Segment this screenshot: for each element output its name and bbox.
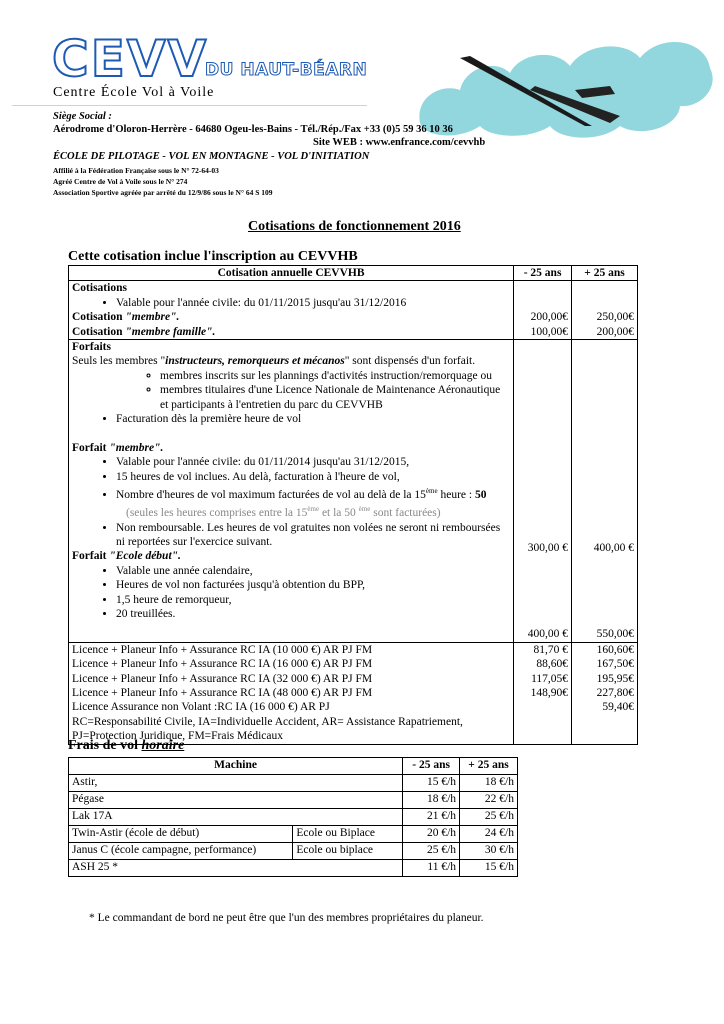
logo-suffix: DU HAUT-BÉARN — [205, 60, 368, 80]
list-item: • Non remboursable. Les heures de vol gratuites non volées ne seront ni remboursées ni reportées sur l'exercice suivant. — [116, 521, 510, 550]
table-row — [69, 826, 518, 843]
ecole-line: ÉCOLE DE PILOTAGE - VOL EN MONTAGNE - VOL D'INITIATION — [53, 151, 370, 162]
forfaits-intro: Seuls les membres "instructeurs, remorqueurs et mécanos" sont dispensés d'un forfait. — [72, 355, 476, 368]
cotisation-table — [68, 265, 638, 745]
header-plus25: + 25 ans — [460, 758, 518, 775]
page-title: Cotisations de fonctionnement 2016 — [248, 219, 461, 234]
section-subtitle: Cette cotisation inclue l'inscription au CEVVHB — [68, 249, 358, 264]
cloud-shape — [419, 42, 712, 138]
cotisation-famille: Cotisation "membre famille". — [72, 325, 216, 338]
forfaits-minus25: 300,00 € 400,00 € — [514, 340, 572, 643]
cotisations-cell — [69, 281, 514, 340]
cotisations-row — [69, 281, 638, 340]
list-item: • Nombre d'heures de vol maximum facturées de vol au delà de la 15ème heure : 50 (seules les heures comprises entre la 15ème et la 50 $^{ème}$ sont facturées) — [116, 484, 510, 520]
table-row — [69, 775, 518, 792]
list-item: • Heures de vol non facturées jusqu'à obtention du BPP, — [116, 578, 510, 592]
frais-table — [68, 757, 518, 877]
machine-cell: Lak 17A — [69, 809, 403, 826]
machine-cell: ASH 25 * — [69, 860, 403, 877]
price-plus25: 15 €/h — [460, 860, 518, 877]
legend-line: PJ=Protection Juridique, FM=Frais Médicaux — [72, 730, 284, 743]
type-cell: Ecole ou biplace — [293, 843, 403, 860]
price-minus25: 20 €/h — [403, 826, 460, 843]
price-minus25: 11 €/h — [403, 860, 460, 877]
centre-name: Centre École Vol à Voile — [53, 85, 215, 100]
cotisations-heading: Cotisations — [72, 282, 127, 295]
list-item: • 1,5 heure de remorqueur, — [116, 593, 510, 607]
machine-cell: Astir, — [69, 775, 403, 792]
affiliation-1: Affilié à la Fédération Française sous le N° 72-64-03 — [53, 166, 219, 175]
table-row — [69, 792, 518, 809]
table-row — [69, 809, 518, 826]
list-item: ◦ membres inscrits sur les plannings d'activités instruction/remorquage ou — [160, 369, 510, 383]
price-plus25: 24 €/h — [460, 826, 518, 843]
list-item: • 20 treuillées. — [116, 607, 510, 621]
list-item: ◦ membres titulaires d'une Licence Nationale de Maintenance Aéronautique et participants à l'entretien du parc du CEVVHB — [160, 383, 510, 412]
web-address: Site WEB : www.enfrance.com/cevvhb — [313, 137, 486, 148]
price-minus25: 21 €/h — [403, 809, 460, 826]
machine-cell: Janus C (école campagne, performance) — [69, 843, 293, 860]
licences-row — [69, 642, 638, 744]
legend-line: RC=Responsabilité Civile, IA=Individuelle Accident, AR= Assistance Rapatriement, — [72, 715, 463, 728]
price-minus25: 25 €/h — [403, 843, 460, 860]
header-machine: Machine — [69, 758, 403, 775]
header-plus25: + 25 ans — [572, 266, 638, 281]
address: Aérodrome d'Oloron-Herrère - 64680 Ogeu-les-Bains - Tél./Rép./Fax +33 (0)5 59 36 10 36 — [53, 124, 453, 135]
list-item: • Valable pour l'année civile: du 01/11/2014 jusqu'au 31/12/2015, — [116, 455, 510, 469]
machine-cell: Pégase — [69, 792, 403, 809]
list-item: • Facturation dès la première heure de vol — [116, 412, 510, 426]
logo-text: CEVV — [52, 30, 209, 88]
affiliation-2: Agréé Centre de Vol à Voile sous le N° 274 — [53, 177, 188, 186]
forfait-note: (seules les heures comprises entre la 15ème et la 50 $^{ème}$ sont facturées) — [126, 505, 441, 520]
price-plus25: 30 €/h — [460, 843, 518, 860]
licence-label: Licence + Planeur Info + Assurance RC IA (10 000 €) AR PJ FM — [72, 643, 373, 656]
price-plus25: 18 €/h — [460, 775, 518, 792]
cotisations-plus25: 250,00€ 200,00€ — [572, 281, 638, 340]
frais-title: Frais de vol horaire — [68, 738, 185, 753]
letterhead — [0, 0, 724, 205]
licences-minus25: 81,70 € 88,60€ 117,05€ 148,90€ — [514, 642, 572, 744]
forfaits-heading: Forfaits — [72, 341, 111, 354]
list-item: • Valable une année calendaire, — [116, 564, 510, 578]
table-header-row — [69, 266, 638, 281]
siege-label: Siège Social : — [53, 111, 112, 122]
cotisation-membre: Cotisation "membre". — [72, 311, 180, 324]
table-row — [69, 860, 518, 877]
forfait-ecole-heading: Forfait "Ecole début". — [72, 550, 181, 563]
type-cell: Ecole ou Biplace — [293, 826, 403, 843]
licence-label: Licence + Planeur Info + Assurance RC IA (48 000 €) AR PJ FM — [72, 687, 373, 700]
price-plus25: 22 €/h — [460, 792, 518, 809]
header-cotisation: Cotisation annuelle CEVVHB — [69, 266, 514, 281]
cotisations-minus25: 200,00€ 100,00€ — [514, 281, 572, 340]
machine-cell: Twin-Astir (école de début) — [69, 826, 293, 843]
price-plus25: 25 €/h — [460, 809, 518, 826]
forfaits-row — [69, 340, 638, 643]
licences-plus25: 160,60€ 167,50€ 195,95€ 227,80€ 59,40€ — [572, 642, 638, 744]
header-divider — [12, 105, 367, 106]
forfait-membre-heading: Forfait "membre". — [72, 441, 164, 454]
list-item: • 15 heures de vol inclues. Au delà, facturation à l'heure de vol, — [116, 470, 510, 484]
table-header-row — [69, 758, 518, 775]
table-row — [69, 843, 518, 860]
glider-clouds-illustration — [410, 28, 720, 148]
header-minus25: - 25 ans — [514, 266, 572, 281]
header-minus25: - 25 ans — [403, 758, 460, 775]
licence-label: Licence + Planeur Info + Assurance RC IA (32 000 €) AR PJ FM — [72, 672, 373, 685]
licences-cell — [69, 642, 514, 744]
licence-label: Licence Assurance non Volant :RC IA (16 000 €) AR PJ — [72, 701, 330, 714]
affiliation-3: Association Sportive agréée par arrêté du 12/9/86 sous le N° 64 S 109 — [53, 188, 273, 197]
licence-label: Licence + Planeur Info + Assurance RC IA (16 000 €) AR PJ FM — [72, 658, 373, 671]
forfaits-cell — [69, 340, 514, 643]
price-minus25: 18 €/h — [403, 792, 460, 809]
footnote: * Le commandant de bord ne peut être que l'un des membres propriétaires du planeur. — [89, 912, 484, 924]
list-item: • Valable pour l'année civile: du 01/11/2015 jusqu'au 31/12/2016 — [116, 296, 510, 310]
price-minus25: 15 €/h — [403, 775, 460, 792]
forfaits-plus25: 400,00 € 550,00€ — [572, 340, 638, 643]
